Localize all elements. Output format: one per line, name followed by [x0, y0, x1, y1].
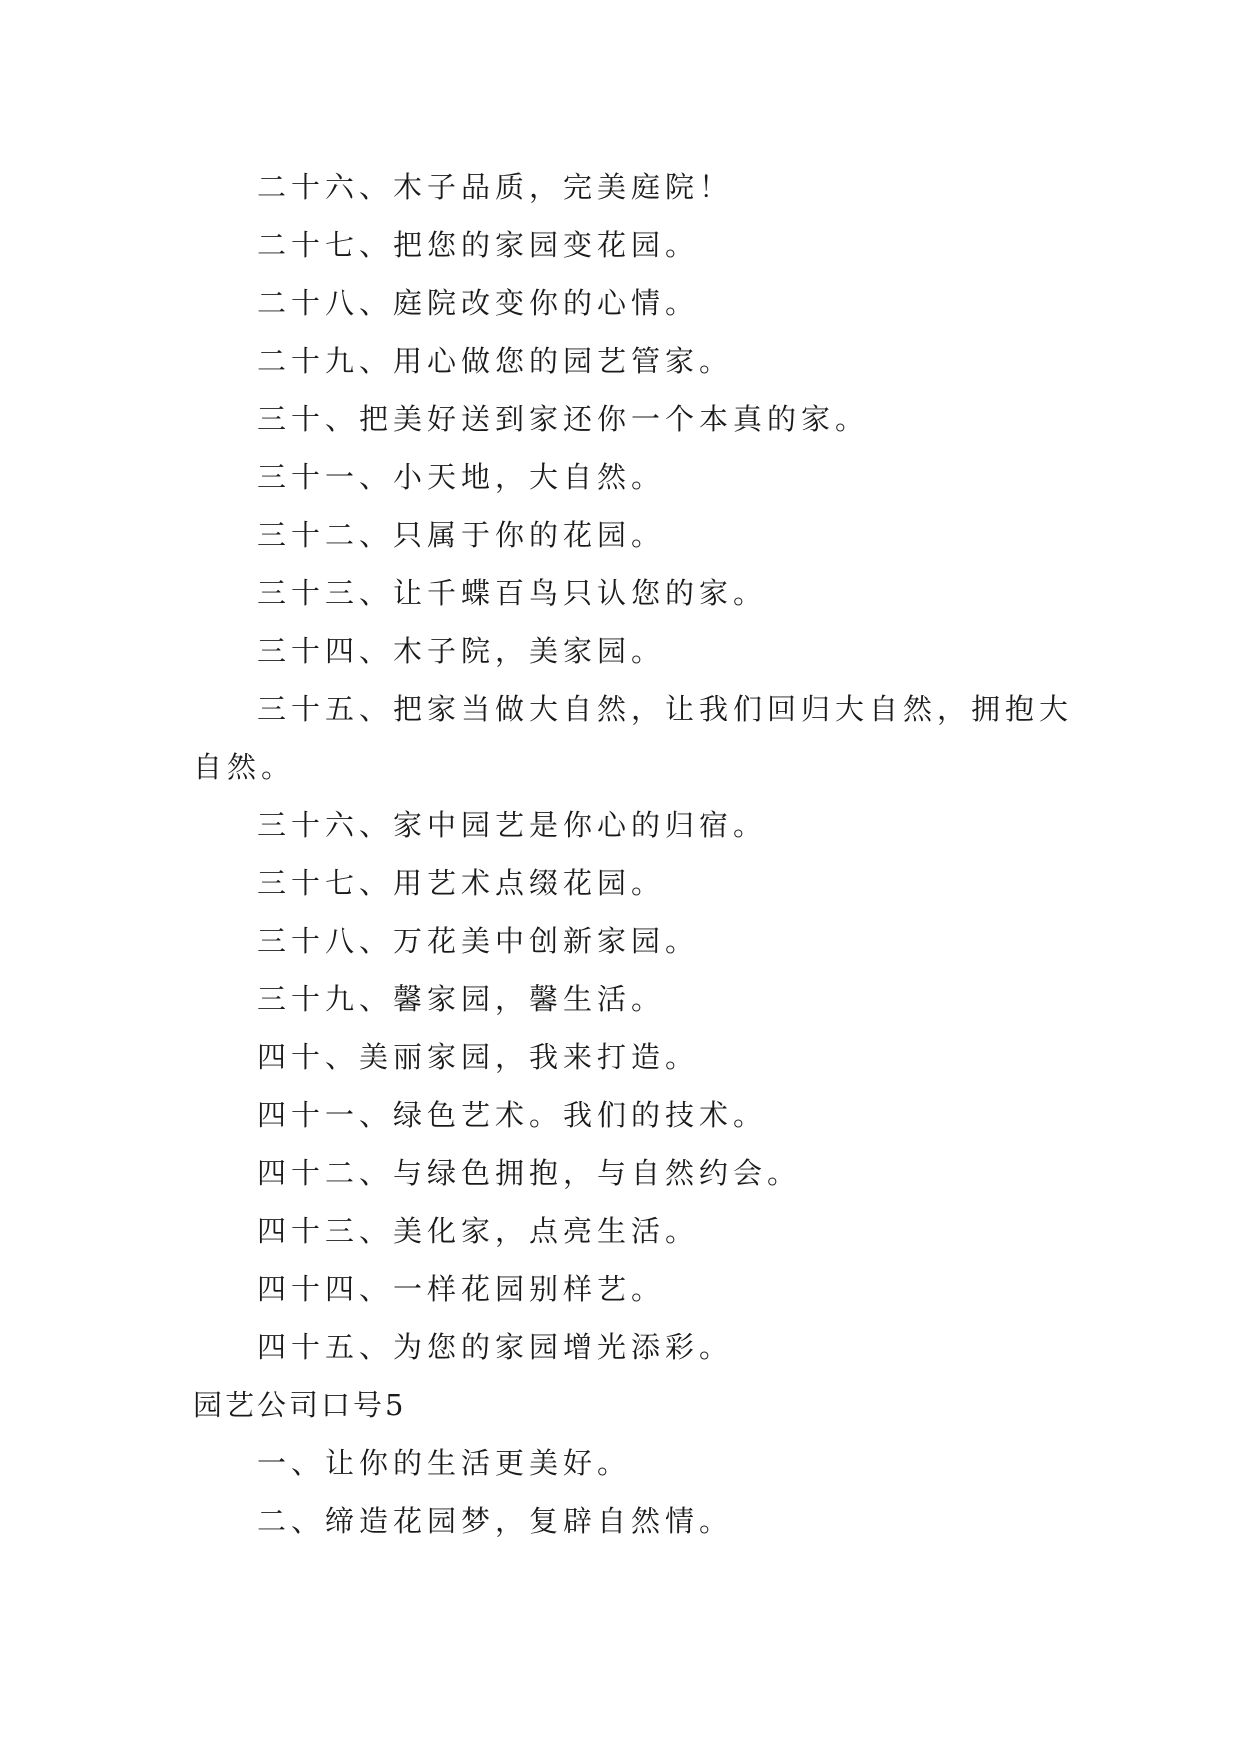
slogan-item: 二、缔造花园梦，复辟自然情。: [257, 1504, 734, 1538]
section-heading: 园艺公司口号5: [193, 1388, 407, 1422]
slogan-item: 三十、把美好送到家还你一个本真的家。: [257, 402, 870, 436]
slogan-item: 四十四、一样花园别样艺。: [257, 1272, 666, 1306]
slogan-item: 三十七、用艺术点缀花园。: [257, 866, 666, 900]
slogan-item: 二十九、用心做您的园艺管家。: [257, 344, 734, 378]
slogan-item: 三十三、让千蝶百鸟只认您的家。: [257, 576, 768, 610]
slogan-item: 二十八、庭院改变你的心情。: [257, 286, 700, 320]
slogan-item: 三十八、万花美中创新家园。: [257, 924, 700, 958]
slogan-item: 三十五、把家当做大自然，让我们回归大自然，拥抱大: [257, 692, 1074, 726]
slogan-item: 四十一、绿色艺术。我们的技术。: [257, 1098, 768, 1132]
slogan-item: 三十四、木子院，美家园。: [257, 634, 666, 668]
slogan-item-continuation: 自然。: [193, 750, 296, 784]
slogan-item: 二十六、木子品质，完美庭院！: [257, 170, 734, 204]
slogan-item: 三十六、家中园艺是你心的归宿。: [257, 808, 768, 842]
slogan-item: 一、让你的生活更美好。: [257, 1446, 632, 1480]
slogan-item: 三十一、小天地，大自然。: [257, 460, 666, 494]
slogan-item: 四十五、为您的家园增光添彩。: [257, 1330, 734, 1364]
slogan-item: 二十七、把您的家园变花园。: [257, 228, 700, 262]
slogan-item: 四十、美丽家园，我来打造。: [257, 1040, 700, 1074]
document-body: [193, 158, 1074, 1550]
slogan-item: 四十二、与绿色拥抱，与自然约会。: [257, 1156, 802, 1190]
slogan-item: 四十三、美化家，点亮生活。: [257, 1214, 700, 1248]
slogan-item: 三十九、馨家园，馨生活。: [257, 982, 666, 1016]
slogan-item: 三十二、只属于你的花园。: [257, 518, 666, 552]
